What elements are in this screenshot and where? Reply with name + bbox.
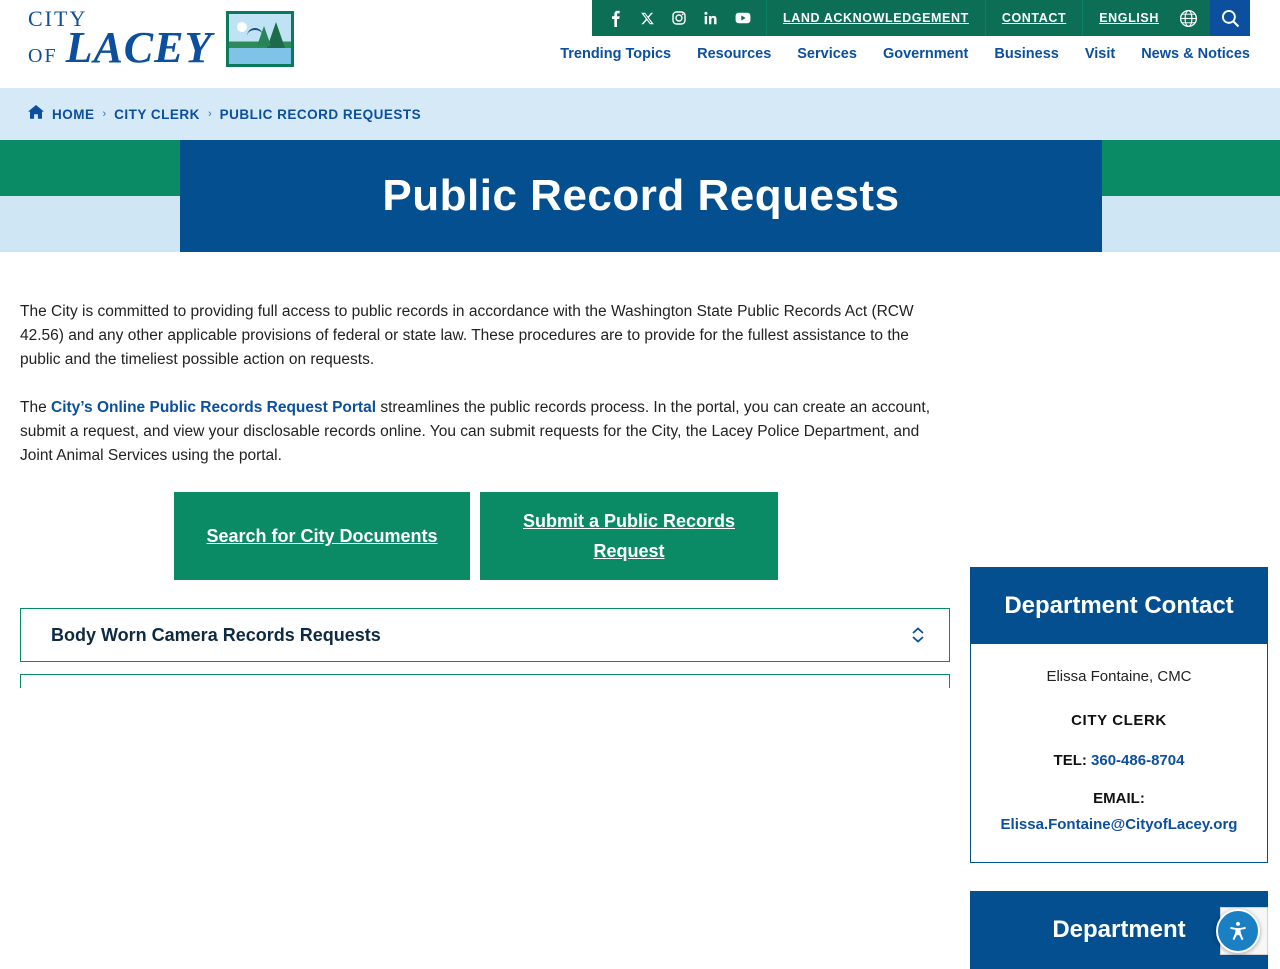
contact-link[interactable]: CONTACT [985, 0, 1082, 36]
portal-paragraph-tail: streamlines the public records process. In the portal, you can create an account, submit a request, and view your disclosable records online. You can submit requests for the City, the Lacey Police Department, and Joint Animal Services using the portal. [20, 399, 931, 464]
contact-name: Elissa Fontaine, CMC [1046, 668, 1192, 685]
accordion-item-label: Body Worn Camera Records Requests [51, 624, 381, 645]
department-contact-heading: Department Contact [971, 568, 1267, 644]
hero-band-left [0, 140, 180, 252]
facebook-icon[interactable] [600, 0, 630, 36]
submit-public-records-request-button[interactable]: Submit a Public Records Request [480, 492, 778, 580]
action-buttons [174, 492, 950, 580]
page-title: Public Record Requests [382, 171, 900, 220]
page-content [0, 252, 1280, 943]
contact-email-link[interactable]: Elissa.Fontaine@CityofLacey.org [1000, 816, 1238, 833]
site-header [0, 0, 1280, 88]
contact-phone-label: TEL: [1053, 752, 1087, 769]
contact-role: CITY CLERK [1071, 712, 1167, 729]
nav-services[interactable]: Services [797, 46, 857, 62]
department-second-heading: Department [971, 892, 1267, 968]
logo-city-text: CITY [28, 6, 88, 31]
accordion-item-next[interactable] [20, 674, 950, 688]
accordion-list [20, 608, 950, 688]
logo-of-text: OF [28, 45, 58, 67]
social-links [592, 0, 766, 36]
contact-phone-row [985, 750, 1253, 772]
portal-paragraph-lead: The [20, 399, 52, 416]
contact-email-label: EMAIL: [1093, 790, 1145, 807]
logo-lacey-text: LACEY [65, 23, 213, 72]
lacey-seal-icon [226, 11, 294, 67]
contact-phone-link[interactable]: 360-486-8704 [1091, 752, 1185, 769]
online-records-portal-link[interactable]: City’s Online Public Records Request Portal [51, 399, 377, 416]
hero-band-right [1102, 140, 1280, 252]
land-acknowledgement-link[interactable]: LAND ACKNOWLEDGEMENT [766, 0, 985, 36]
x-twitter-icon[interactable] [632, 0, 662, 36]
nav-trending-topics[interactable]: Trending Topics [560, 46, 672, 62]
globe-icon[interactable] [1175, 0, 1210, 36]
main-navigation [560, 46, 1250, 62]
linkedin-icon[interactable] [696, 0, 726, 36]
department-contact-card [970, 567, 1268, 863]
page-hero [0, 140, 1280, 252]
department-contact-body [971, 644, 1267, 862]
intro-paragraph: The City is committed to providing full access to public records in accordance with the Washington State Public Records Act (RCW 42.56) and any other applicable provisions of federal or state law. These procedures are to provide for the fullest assistance to the public and the timeliest possible action on requests. [20, 303, 914, 368]
site-logo[interactable] [28, 8, 294, 70]
search-icon[interactable] [1210, 0, 1250, 36]
hero-title-panel [180, 140, 1102, 252]
nav-news-notices[interactable]: News & Notices [1141, 46, 1250, 62]
nav-resources[interactable]: Resources [697, 46, 772, 62]
contact-email-row [985, 814, 1253, 836]
language-selector[interactable]: ENGLISH [1082, 0, 1175, 36]
breadcrumb-item-home[interactable]: HOME [52, 106, 95, 122]
nav-business[interactable]: Business [994, 46, 1059, 62]
breadcrumb [0, 88, 1280, 140]
main-column [20, 300, 950, 700]
accessibility-icon[interactable] [1216, 909, 1260, 953]
nav-government[interactable]: Government [882, 46, 969, 62]
chevron-updown-icon[interactable] [911, 626, 925, 644]
breadcrumb-item-city-clerk[interactable]: CITY CLERK [114, 106, 200, 122]
home-icon[interactable] [28, 105, 44, 123]
logo-wordmark [28, 8, 212, 70]
breadcrumb-separator: › [102, 108, 107, 120]
search-city-documents-button[interactable]: Search for City Documents [174, 492, 470, 580]
breadcrumb-separator: › [207, 108, 212, 120]
utility-bar [592, 0, 1250, 36]
youtube-icon[interactable] [728, 0, 758, 36]
instagram-icon[interactable] [664, 0, 694, 36]
nav-visit[interactable]: Visit [1084, 46, 1116, 62]
breadcrumb-item-current: PUBLIC RECORD REQUESTS [219, 106, 422, 122]
portal-paragraph [20, 396, 950, 468]
accordion-item-body-worn-camera[interactable] [20, 608, 950, 662]
